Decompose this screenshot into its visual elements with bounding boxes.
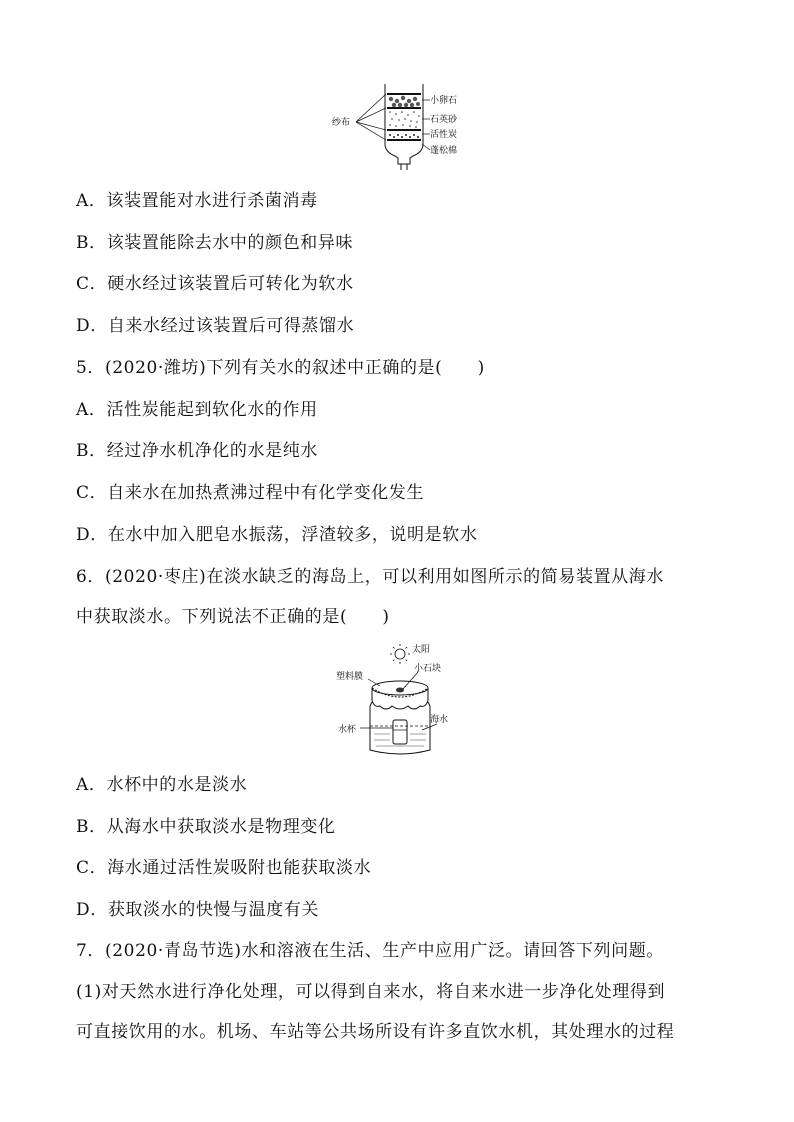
label-stone: 小石块 (414, 664, 442, 674)
q5-option-a: A．活性炭能起到软化水的作用 (76, 400, 318, 420)
q6-option-c: C．海水通过活性炭吸附也能获取淡水 (76, 858, 372, 878)
sun-icon (390, 644, 410, 664)
q6-option-d: D．获取淡水的快慢与温度有关 (76, 900, 320, 920)
q5-option-c: C．自来水在加热煮沸过程中有化学变化发生 (76, 483, 425, 503)
label-cotton: 蓬松棉 (430, 146, 458, 156)
solar-still-figure (330, 642, 470, 760)
label-pebbles: 小卵石 (430, 96, 458, 106)
label-film: 塑料膜 (336, 672, 364, 682)
q4-option-c: C．硬水经过该装置后可转化为软水 (76, 274, 354, 294)
pebble-layer (389, 96, 420, 107)
stone-icon (396, 688, 404, 693)
q4-option-d: D．自来水经过该装置后可得蒸馏水 (76, 316, 355, 336)
label-quartz-sand: 石英砂 (430, 115, 458, 125)
q7-part1-line2: 可直接饮用的水。机场、车站等公共场所设有许多直饮水机，其处理水的过程 (76, 1022, 675, 1042)
q6-stem-line2: 中获取淡水。下列说法不正确的是( ) (76, 607, 390, 627)
label-activated-carbon: 活性炭 (430, 130, 458, 140)
q7-stem: 7．(2020·青岛节选)水和溶液在生活、生产中应用广泛。请回答下列问题。 (76, 941, 664, 961)
q5-option-b: B．经过净水机净化的水是纯水 (76, 441, 318, 461)
sand-layer (389, 111, 420, 128)
q6-stem-line1: 6．(2020·枣庄)在淡水缺乏的海岛上，可以利用如图所示的简易装置从海水 (76, 567, 664, 587)
label-sun: 太阳 (412, 645, 431, 655)
label-seawater: 海水 (430, 715, 449, 725)
q5-stem: 5．(2020·潍坊)下列有关水的叙述中正确的是( ) (76, 358, 485, 378)
q5-option-d: D．在水中加入肥皂水振荡，浮渣较多，说明是软水 (76, 525, 478, 545)
q7-part1-line1: (1)对天然水进行净化处理，可以得到自来水，将自来水进一步净化处理得到 (76, 982, 666, 1002)
label-cup: 水杯 (338, 725, 357, 735)
label-cloth: 纱布 (332, 118, 351, 128)
q4-option-a: A．该装置能对水进行杀菌消毒 (76, 191, 318, 211)
carbon-layer (388, 133, 420, 138)
water-filter-figure (330, 82, 470, 177)
q6-option-b: B．从海水中获取淡水是物理变化 (76, 817, 336, 837)
q4-option-b: B．该装置能除去水中的颜色和异味 (76, 233, 354, 253)
q6-option-a: A．水杯中的水是淡水 (76, 775, 248, 795)
